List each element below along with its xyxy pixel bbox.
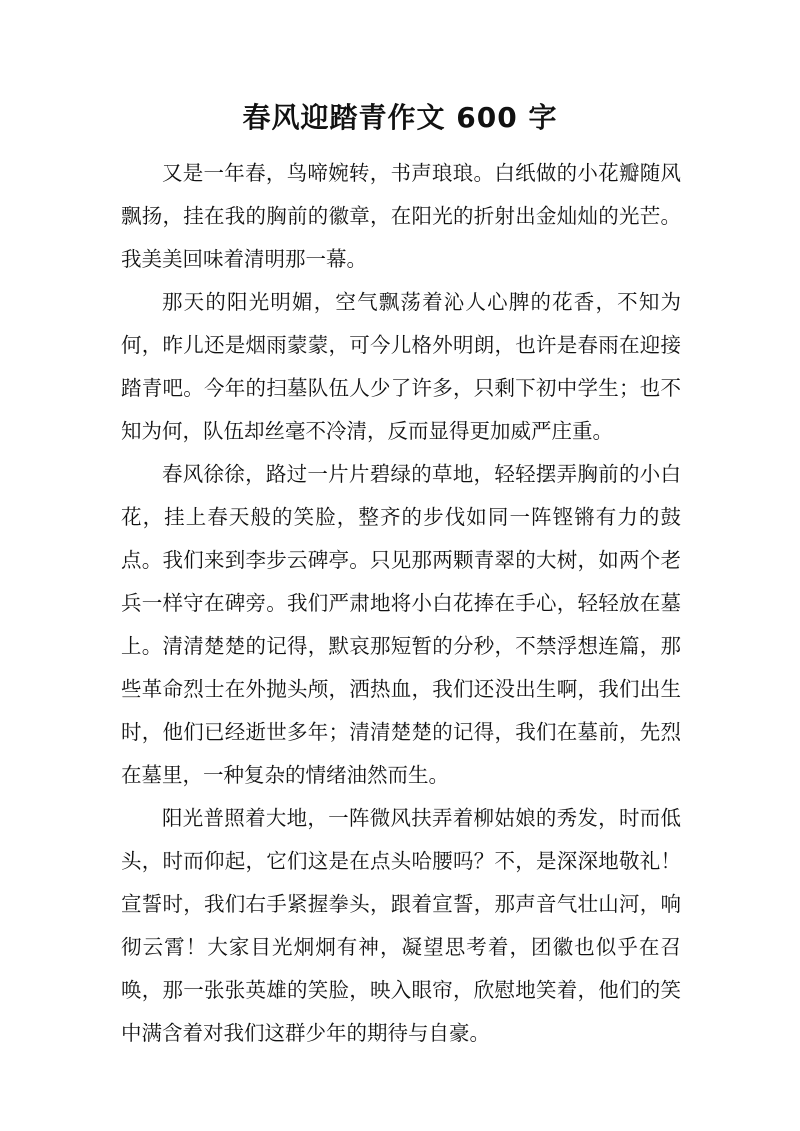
document-body	[121, 152, 681, 1055]
paragraph: 又是一年春，鸟啼婉转，书声琅琅。白纸做的小花瓣随风飘扬，挂在我的胸前的徽章，在阳光的折射出金灿灿的光芒。我美美回味着清明那一幕。	[121, 161, 681, 271]
document-title: 春风迎踏青作文 600 字	[242, 101, 558, 134]
paragraph: 那天的阳光明媚，空气飘荡着沁人心脾的花香，不知为何，昨儿还是烟雨蒙蒙，可今儿格外明朗，也许是春雨在迎接踏青吧。今年的扫墓队伍人少了许多，只剩下初中学生；也不知为何，队伍却丝毫不冷清，反而显得更加威严庄重。	[121, 290, 681, 443]
paragraph: 阳光普照着大地，一阵微风扶弄着柳姑娘的秀发，时而低头，时而仰起，它们这是在点头哈腰吗？不，是深深地敬礼！宣誓时，我们右手紧握拳头，跟着宣誓，那声音气壮山河，响彻云霄！大家目光炯炯有神，凝望思考着，团徽也似乎在召唤，那一张张英雄的笑脸，映入眼帘，欣慰地笑着，他们的笑中满含着对我们这群少年的期待与自豪。	[121, 806, 681, 1045]
paragraph: 春风徐徐，路过一片片碧绿的草地，轻轻摆弄胸前的小白花，挂上春天般的笑脸，整齐的步伐如同一阵铿锵有力的鼓点。我们来到李步云碑亭。只见那两颗青翠的大树，如两个老兵一样守在碑旁。我们严肃地将小白花捧在手心，轻轻放在墓上。清清楚楚的记得，默哀那短暂的分秒，不禁浮想连篇，那些革命烈士在外抛头颅，洒热血，我们还没出生啊，我们出生时，他们已经逝世多年；清清楚楚的记得，我们在墓前，先烈在墓里，一种复杂的情绪油然而生。	[121, 462, 681, 787]
